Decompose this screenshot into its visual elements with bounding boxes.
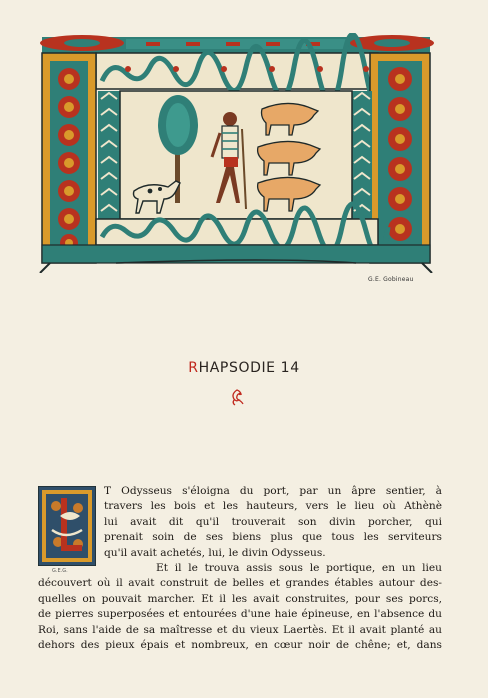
frieze-illustration-svg [36, 33, 436, 273]
dropcap-caption: G.E.G. [52, 568, 68, 574]
chapter-title-initial: R [188, 360, 199, 376]
text-line: T Odysseus s'éloigna du port, par un âpre sentier, à [104, 485, 442, 497]
text-line: lui avait dit qu'il trouverait son divin porcher, qui [104, 515, 442, 528]
body-text [38, 484, 442, 653]
text-line: qu'il avait achetés, lui, le divin Odysseus. [104, 546, 326, 559]
text-line: de pierres superposées et entourées d'une haie épineuse, en l'absence du [38, 608, 442, 621]
text-line: dehors des pieux épais et nombreux, en cœur noir de chêne; et, dans [38, 638, 442, 651]
text-line: Roi, sans l'aide de sa maîtresse et du vieux Laertès. Et il avait planté au [38, 623, 442, 636]
artist-signature: G.E. Gobineau [368, 276, 414, 283]
text-line: travers les bois et les hauteurs, vers le lieu où Athènè [104, 500, 442, 513]
text-line: Et il le trouva assis sous le portique, en un lieu [156, 561, 442, 574]
chapter-title [0, 360, 488, 376]
header-illustration [36, 33, 436, 273]
text-line: prenait soin de ses biens plus que tous les serviteurs [104, 531, 442, 544]
chapter-title-rest: HAPSODIE 14 [198, 360, 300, 376]
text-line: découvert où il avait construit de belles et grandes étables autour des- [38, 577, 442, 590]
text-line: quelles on pouvait marcher. Et il les avait construites, pour ses porcs, [38, 592, 442, 605]
fleuron-ornament-icon [228, 388, 246, 406]
